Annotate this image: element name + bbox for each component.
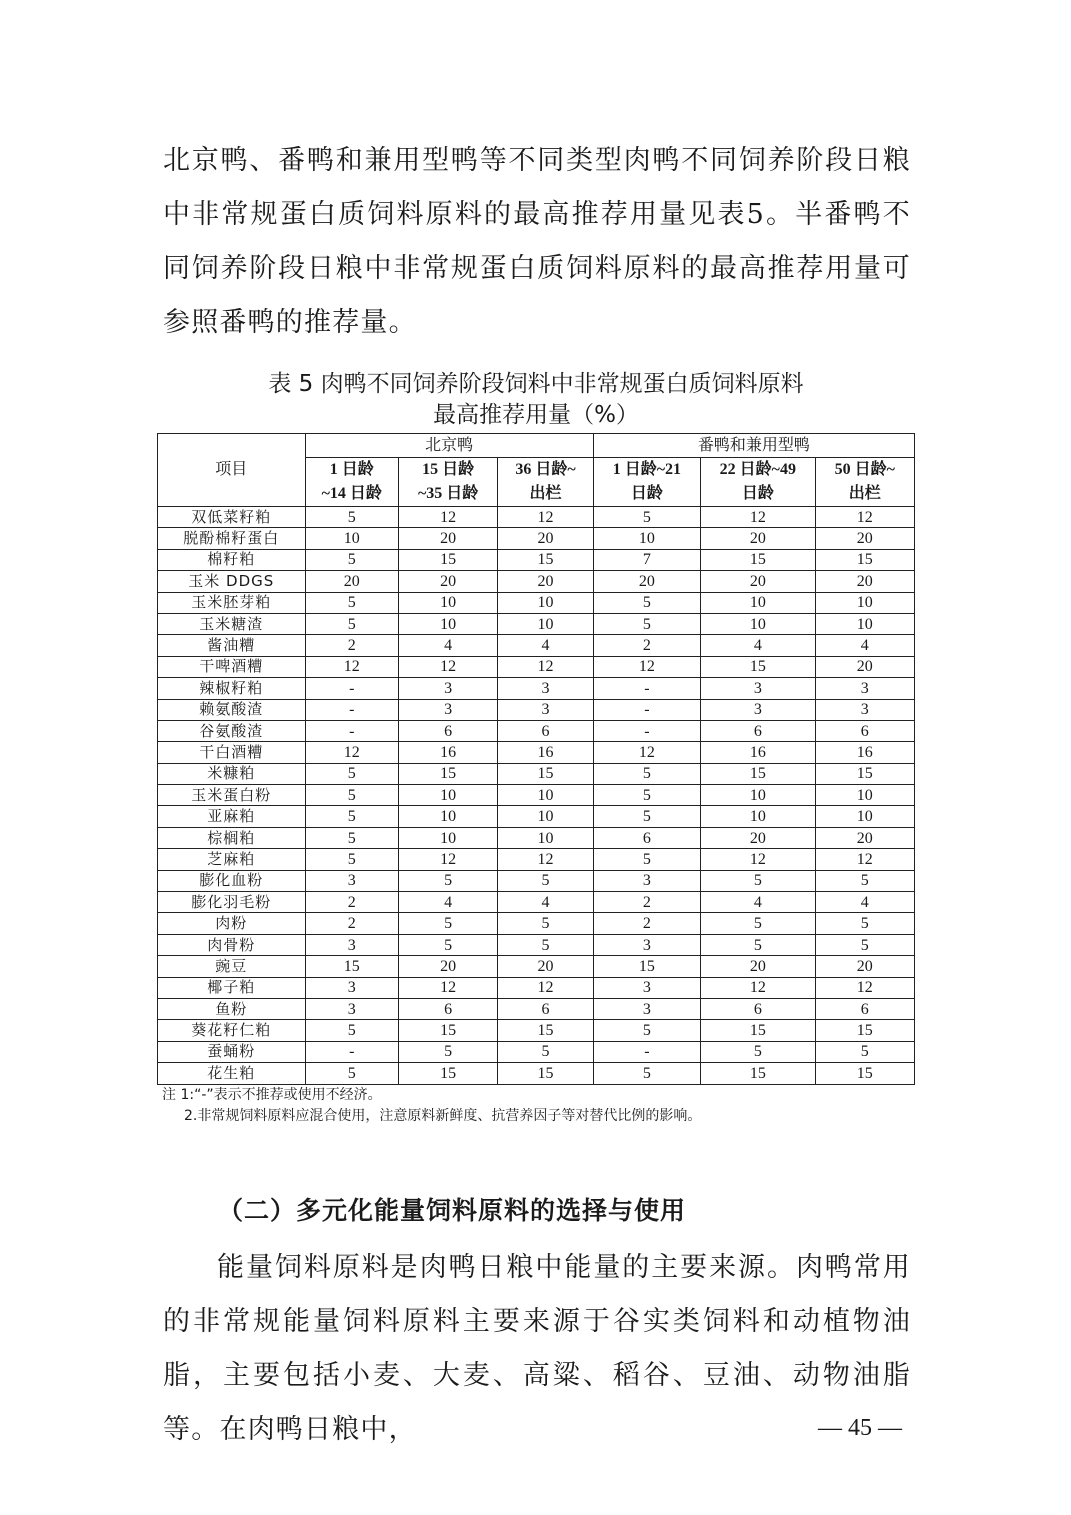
material-name: 膨化血粉 (158, 870, 306, 891)
usage-value: 6 (498, 998, 593, 1019)
usage-value: 5 (305, 785, 398, 806)
usage-value: 12 (593, 742, 700, 763)
material-name: 谷氨酸渣 (158, 720, 306, 741)
usage-value: 5 (593, 806, 700, 827)
material-name: 豌豆 (158, 956, 306, 977)
table-row (158, 849, 915, 870)
usage-value: 10 (398, 785, 497, 806)
usage-value: 12 (498, 977, 593, 998)
usage-value: 5 (593, 507, 700, 528)
usage-value: 5 (498, 913, 593, 934)
usage-value: 12 (398, 977, 497, 998)
usage-value: 15 (498, 549, 593, 570)
table-row (158, 699, 915, 720)
material-name: 玉米 DDGS (158, 571, 306, 592)
usage-value: 5 (305, 507, 398, 528)
usage-value: 15 (398, 763, 497, 784)
table-row (158, 635, 915, 656)
usage-value: 20 (498, 956, 593, 977)
usage-value: 5 (305, 806, 398, 827)
usage-value: 20 (815, 528, 914, 549)
usage-value: 2 (593, 892, 700, 913)
material-name: 棕榈粕 (158, 827, 306, 848)
material-name: 棉籽粕 (158, 549, 306, 570)
table-row (158, 1020, 915, 1041)
usage-value: 5 (305, 613, 398, 634)
usage-value: 12 (701, 849, 815, 870)
usage-value: 4 (701, 635, 815, 656)
usage-value: - (593, 1041, 700, 1062)
table-row (158, 913, 915, 934)
usage-value: 20 (815, 827, 914, 848)
usage-value: 5 (305, 549, 398, 570)
recommended-usage-table (157, 433, 915, 1085)
usage-value: 3 (701, 699, 815, 720)
usage-value: 20 (701, 956, 815, 977)
material-name: 干白酒糟 (158, 742, 306, 763)
note-2: 2.非常规饲料原料应混合使用，注意原料新鲜度、抗营养因子等对替代比例的影响。 (184, 1108, 702, 1124)
usage-value: 6 (815, 998, 914, 1019)
table-row (158, 934, 915, 955)
table-row (158, 998, 915, 1019)
usage-value: 20 (398, 571, 497, 592)
usage-value: - (305, 699, 398, 720)
material-name: 辣椒籽粕 (158, 678, 306, 699)
usage-value: 5 (593, 1063, 700, 1084)
usage-value: 15 (815, 763, 914, 784)
usage-value: 7 (593, 549, 700, 570)
usage-value: 10 (701, 613, 815, 634)
usage-value: 5 (498, 934, 593, 955)
usage-value: 10 (593, 528, 700, 549)
usage-value: 5 (305, 849, 398, 870)
usage-value: 5 (498, 1041, 593, 1062)
usage-value: 12 (498, 849, 593, 870)
usage-value: 12 (305, 742, 398, 763)
usage-value: 10 (701, 785, 815, 806)
usage-value: 3 (498, 678, 593, 699)
usage-value: - (593, 720, 700, 741)
usage-value: 3 (305, 998, 398, 1019)
usage-value: 2 (305, 892, 398, 913)
table-row (158, 956, 915, 977)
usage-value: 20 (305, 571, 398, 592)
usage-value: 10 (498, 613, 593, 634)
usage-value: 2 (305, 913, 398, 934)
table-row (158, 592, 915, 613)
table-row (158, 742, 915, 763)
usage-value: 10 (398, 827, 497, 848)
usage-value: 15 (701, 1020, 815, 1041)
usage-value: 12 (498, 656, 593, 677)
usage-value: 12 (398, 507, 497, 528)
usage-value: 15 (815, 549, 914, 570)
usage-value: 12 (701, 977, 815, 998)
usage-value: 5 (701, 934, 815, 955)
usage-value: 3 (701, 678, 815, 699)
item-header: 项目 (158, 434, 306, 507)
table-row (158, 977, 915, 998)
stage-header: 1 日龄 ~14 日龄 (305, 458, 398, 507)
usage-value: 5 (398, 934, 497, 955)
usage-value: 5 (498, 870, 593, 891)
usage-value: 4 (398, 635, 497, 656)
page-number: — 45 — (818, 1415, 902, 1441)
usage-value: 6 (815, 720, 914, 741)
usage-value: 5 (701, 1041, 815, 1062)
usage-value: 10 (398, 613, 497, 634)
usage-value: 16 (398, 742, 497, 763)
material-name: 蚕蛹粉 (158, 1041, 306, 1062)
usage-value: 20 (815, 956, 914, 977)
usage-value: 5 (305, 1020, 398, 1041)
usage-value: 10 (815, 592, 914, 613)
usage-value: 16 (701, 742, 815, 763)
table-row (158, 507, 915, 528)
usage-value: 16 (498, 742, 593, 763)
section-heading: （二）多元化能量饲料原料的选择与使用 (218, 1196, 687, 1225)
usage-value: - (305, 720, 398, 741)
usage-value: - (593, 678, 700, 699)
usage-value: 6 (498, 720, 593, 741)
table-title-line2: 最高推荐用量（%） (433, 402, 639, 428)
table-row (158, 678, 915, 699)
usage-value: 2 (593, 635, 700, 656)
stage-header: 1 日龄~21 日龄 (593, 458, 700, 507)
usage-value: 20 (498, 571, 593, 592)
usage-value: - (593, 699, 700, 720)
usage-value: 10 (498, 592, 593, 613)
table-row (158, 1041, 915, 1062)
usage-value: 10 (498, 806, 593, 827)
material-name: 肉粉 (158, 913, 306, 934)
usage-value: 10 (701, 806, 815, 827)
table-row (158, 656, 915, 677)
usage-value: 12 (815, 977, 914, 998)
table-row (158, 1063, 915, 1084)
material-name: 肉骨粉 (158, 934, 306, 955)
usage-value: 12 (815, 507, 914, 528)
material-name: 玉米蛋白粉 (158, 785, 306, 806)
usage-value: 3 (815, 699, 914, 720)
material-name: 花生粕 (158, 1063, 306, 1084)
usage-value: 4 (701, 892, 815, 913)
usage-value: 5 (593, 849, 700, 870)
usage-value: 12 (701, 507, 815, 528)
usage-value: 10 (398, 592, 497, 613)
usage-value: 15 (305, 956, 398, 977)
usage-value: 20 (593, 571, 700, 592)
usage-value: 20 (701, 827, 815, 848)
usage-value: 5 (593, 763, 700, 784)
usage-value: 20 (815, 571, 914, 592)
material-name: 赖氨酸渣 (158, 699, 306, 720)
usage-value: 20 (701, 571, 815, 592)
table-row (158, 806, 915, 827)
usage-value: 12 (498, 507, 593, 528)
usage-value: 5 (398, 1041, 497, 1062)
usage-value: 20 (398, 956, 497, 977)
usage-value: 5 (398, 913, 497, 934)
usage-value: 5 (593, 613, 700, 634)
material-name: 芝麻粕 (158, 849, 306, 870)
table-title-line1: 表 5 肉鸭不同饲养阶段饲料中非常规蛋白质饲料原料 (268, 371, 804, 397)
usage-value: 3 (305, 934, 398, 955)
usage-value: 10 (498, 827, 593, 848)
usage-value: 20 (498, 528, 593, 549)
usage-value: 15 (398, 549, 497, 570)
table-row (158, 785, 915, 806)
usage-value: 3 (593, 998, 700, 1019)
material-name: 膨化羽毛粉 (158, 892, 306, 913)
usage-value: 20 (398, 528, 497, 549)
usage-value: 10 (305, 528, 398, 549)
usage-value: 5 (305, 827, 398, 848)
stage-header: 36 日龄~ 出栏 (498, 458, 593, 507)
usage-value: 5 (593, 785, 700, 806)
usage-value: 5 (701, 913, 815, 934)
usage-value: 3 (593, 977, 700, 998)
table-notes (162, 1085, 922, 1127)
table-row (158, 720, 915, 741)
table-row (158, 613, 915, 634)
usage-value: - (305, 1041, 398, 1062)
table-body (158, 507, 915, 1085)
group-header-beijing-duck: 北京鸭 (305, 434, 593, 458)
usage-value: 5 (815, 913, 914, 934)
usage-value: 5 (815, 1041, 914, 1062)
usage-value: 10 (701, 592, 815, 613)
usage-value: 3 (398, 699, 497, 720)
material-name: 酱油糟 (158, 635, 306, 656)
table-row (158, 549, 915, 570)
material-name: 玉米糖渣 (158, 613, 306, 634)
usage-value: 5 (815, 870, 914, 891)
usage-value: 15 (701, 656, 815, 677)
usage-value: 3 (305, 870, 398, 891)
note-1: 注 1:“-”表示不推荐或使用不经济。 (162, 1087, 382, 1103)
usage-value: 15 (498, 1063, 593, 1084)
usage-value: 3 (593, 870, 700, 891)
usage-value: 4 (398, 892, 497, 913)
usage-value: 15 (815, 1020, 914, 1041)
usage-value: 3 (593, 934, 700, 955)
usage-value: 15 (498, 763, 593, 784)
usage-value: 6 (398, 998, 497, 1019)
material-name: 椰子粕 (158, 977, 306, 998)
usage-value: 6 (701, 998, 815, 1019)
usage-value: - (305, 678, 398, 699)
usage-value: 20 (701, 528, 815, 549)
usage-value: 5 (305, 1063, 398, 1084)
material-name: 双低菜籽粕 (158, 507, 306, 528)
usage-value: 10 (498, 785, 593, 806)
material-name: 鱼粉 (158, 998, 306, 1019)
usage-value: 15 (701, 549, 815, 570)
usage-value: 12 (398, 656, 497, 677)
usage-value: 5 (305, 592, 398, 613)
usage-value: 5 (398, 870, 497, 891)
material-name: 亚麻粕 (158, 806, 306, 827)
table-row (158, 827, 915, 848)
usage-value: 3 (815, 678, 914, 699)
usage-value: 2 (593, 913, 700, 934)
stage-header: 15 日龄 ~35 日龄 (398, 458, 497, 507)
table-row (158, 528, 915, 549)
stage-header: 22 日龄~49 日龄 (701, 458, 815, 507)
usage-value: 15 (815, 1063, 914, 1084)
usage-value: 5 (701, 870, 815, 891)
usage-value: 6 (593, 827, 700, 848)
usage-value: 15 (701, 763, 815, 784)
usage-value: 10 (815, 806, 914, 827)
table-row (158, 870, 915, 891)
usage-value: 15 (498, 1020, 593, 1041)
usage-value: 5 (593, 1020, 700, 1041)
usage-value: 15 (593, 956, 700, 977)
usage-value: 12 (398, 849, 497, 870)
usage-value: 4 (498, 635, 593, 656)
usage-value: 6 (701, 720, 815, 741)
table-row (158, 763, 915, 784)
usage-value: 15 (398, 1063, 497, 1084)
material-name: 脱酚棉籽蛋白 (158, 528, 306, 549)
usage-value: 5 (305, 763, 398, 784)
group-header-muscovy-duck: 番鸭和兼用型鸭 (593, 434, 914, 458)
usage-value: 10 (398, 806, 497, 827)
usage-value: 15 (701, 1063, 815, 1084)
usage-value: 2 (305, 635, 398, 656)
table-row (158, 571, 915, 592)
usage-value: 4 (498, 892, 593, 913)
usage-value: 3 (305, 977, 398, 998)
material-name: 玉米胚芽粕 (158, 592, 306, 613)
usage-value: 5 (593, 592, 700, 613)
usage-value: 20 (815, 656, 914, 677)
usage-value: 3 (498, 699, 593, 720)
stage-header: 50 日龄~ 出栏 (815, 458, 914, 507)
intro-paragraph: 北京鸭、番鸭和兼用型鸭等不同类型肉鸭不同饲养阶段日粮中非常规蛋白质饲料原料的最高推荐用量见表5。半番鸭不同饲养阶段日粮中非常规蛋白质饲料原料的最高推荐用量可参照番鸭的推荐量。 (163, 145, 911, 338)
usage-value: 12 (815, 849, 914, 870)
material-name: 米糠粕 (158, 763, 306, 784)
usage-value: 3 (398, 678, 497, 699)
usage-value: 6 (398, 720, 497, 741)
material-name: 葵花籽仁粕 (158, 1020, 306, 1041)
usage-value: 5 (815, 934, 914, 955)
usage-value: 12 (305, 656, 398, 677)
usage-value: 16 (815, 742, 914, 763)
usage-value: 4 (815, 635, 914, 656)
body-paragraph: 能量饲料原料是肉鸭日粮中能量的主要来源。肉鸭常用的非常规能量饲料原料主要来源于谷实类饲料和动植物油脂，主要包括小麦、大麦、高粱、稻谷、豆油、动物油脂等。在肉鸭日粮中， (163, 1252, 911, 1445)
usage-value: 15 (398, 1020, 497, 1041)
material-name: 干啤酒糟 (158, 656, 306, 677)
usage-value: 4 (815, 892, 914, 913)
usage-value: 10 (815, 613, 914, 634)
usage-value: 10 (815, 785, 914, 806)
table-row (158, 892, 915, 913)
usage-value: 12 (593, 656, 700, 677)
